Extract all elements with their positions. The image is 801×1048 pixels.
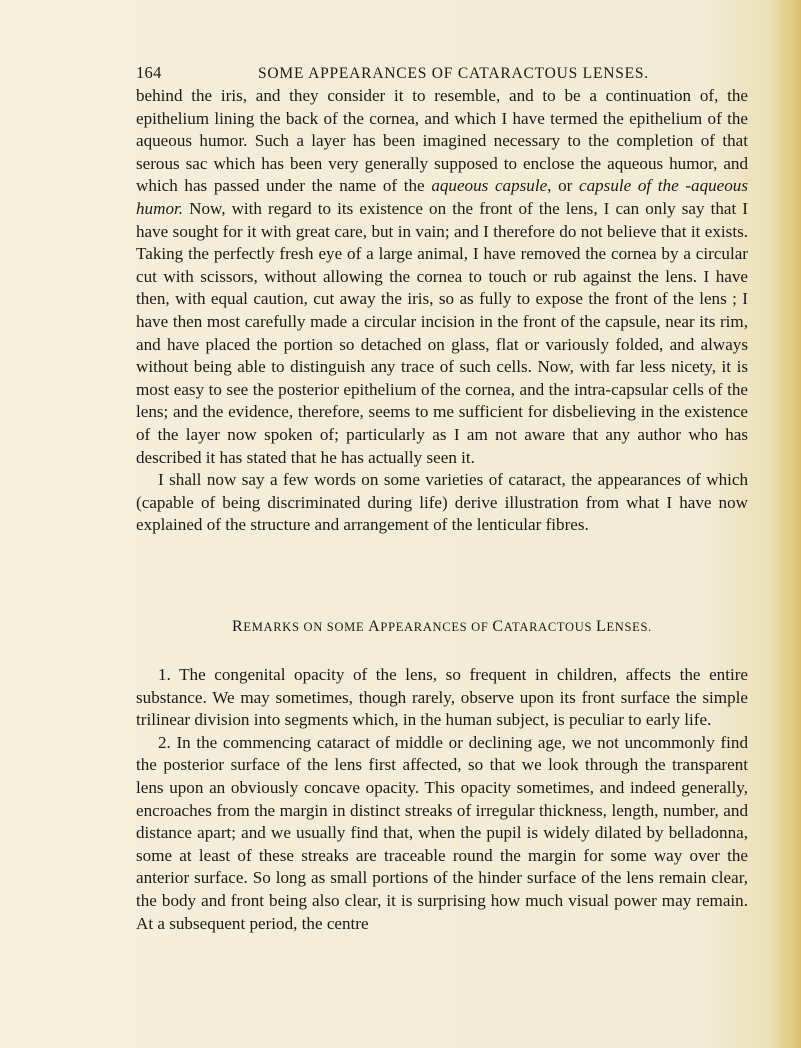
paragraph-2: I shall now say a few words on some varieties of cataract, the appearances of which (capable of being discriminated during life) derive illustration from what I have now explained of the structure and arrangement of the lenticular fibres. xyxy=(136,470,748,535)
body-text xyxy=(136,85,748,537)
paragraph-1-text-c: Now, with regard to its existence on the front of the lens, I can only say that I have sought for it with great care, but in vain; and I therefore do not believe that it exists. Taking the perfectly fresh eye of a large animal, I have removed the cornea by a circular cut with scissors, without allowing the cornea to touch or rub against the lens. I have then, with equal caution, cut away the iris, so as fully to expose the front of the lens ; I have then most carefully made a circular incision in the front of the capsule, near its rim, and have placed the portion so detached on glass, flat or variously folded, and always without being able to distinguish any trace of such cells. Now, with far less nicety, it is most easy to see the posterior epithelium of the cornea, and the intra-capsular cells of the lens; and the evidence, therefore, seems to me sufficient for disbelieving in the existence of the layer now spoken of; particularly as I am not aware that any author who has described it has stated that he has actually seen it. xyxy=(136,198,748,467)
page-number: 164 xyxy=(136,63,162,82)
paragraph-1-italic-a: aqueous capsule xyxy=(431,176,548,196)
paragraph-1-italic-b: capsule of the -aqueous humor. xyxy=(136,176,749,218)
heading-rest-1: EMARKS ON SOME xyxy=(243,620,369,634)
paragraph-1-text-a: behind the iris, and they consider it to resemble, and to be a continuation of, the epithelium lining the back of the cornea, and which I have termed the epithelium of the aqueous humor. Such a layer has been imagined necessary to the completion of that serous sac which has been very generally supposed to enclose the aqueous humor, and which has passed under the name of the xyxy=(136,86,748,196)
heading-rest-2: PPEARANCES OF xyxy=(380,620,493,634)
page-edge-shading xyxy=(771,0,801,1048)
running-head: SOME APPEARANCES OF CATARACTOUS LENSES. xyxy=(258,65,649,82)
section-heading xyxy=(136,618,748,636)
paragraph-1 xyxy=(136,85,748,469)
numbered-remarks xyxy=(136,664,748,935)
heading-rest-3: ATARACTOUS xyxy=(503,620,596,634)
heading-cap-3: C xyxy=(492,618,504,635)
paragraph-1-text-b: , or xyxy=(547,176,579,196)
remark-item-1: 1. The congenital opacity of the lens, so frequent in children, affects the entire substance. We may sometimes, though rarely, observe upon its front surface the simple trilinear division into segments which, in the human subject, is peculiar to early life. xyxy=(136,665,748,730)
heading-rest-4: ENSES. xyxy=(606,620,652,634)
remark-item-2: 2. In the commencing cataract of middle or declining age, we not uncommonly find the posterior surface of the lens first affected, so that we look through the transparent lens upon an obviously concave opacity. This opacity sometimes, and indeed generally, encroaches from the margin in distinct streaks of irregular thickness, length, number, and distance apart; and we usually find that, when the pupil is widely dilated by belladonna, some at least of these streaks are traceable round the margin for some way over the anterior surface. So long as small portions of the hinder surface of the lens remain clear, the body and front being also clear, it is surprising how much visual power may remain. At a subsequent period, the centre xyxy=(136,732,748,933)
heading-cap-2: A xyxy=(368,618,381,635)
heading-cap-1: R xyxy=(232,618,244,635)
heading-cap-4: L xyxy=(595,618,607,635)
